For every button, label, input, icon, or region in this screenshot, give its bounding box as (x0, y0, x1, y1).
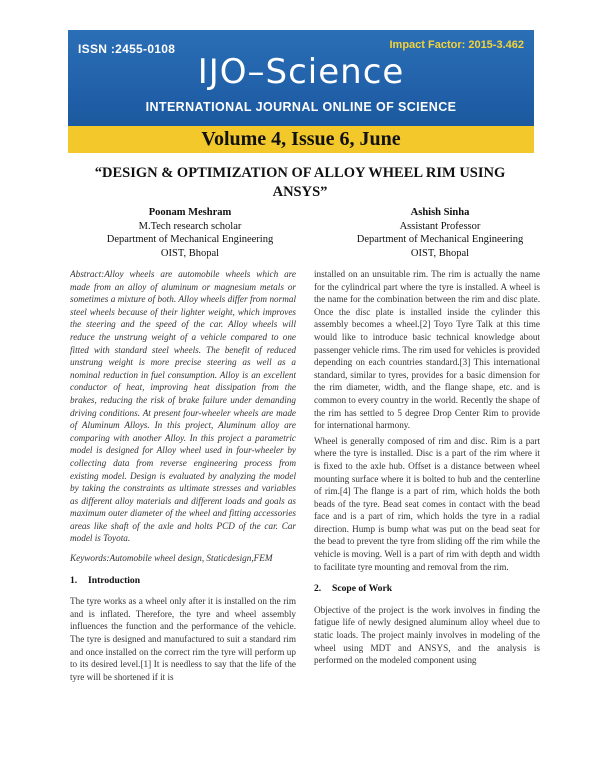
journal-logo-text: IJO–Science (197, 52, 405, 92)
abstract: Abstract:Alloy wheels are automobile wheels which are made from an alloy of aluminum or magnesium metals or sometimes a mixture of both. Alloy wheels differ from normal steel wheels because of their lighter weight, which improves the steering and the speed of the car. Alloy wheels will reduce the unstrung weight of a vehicle compared to one fitted with standard steel wheels. The benefit of reduced unstrung weight is more precise steering as well as a nominal reduction in fuel consumption. Alloy is an excellent conductor of heat, improving heat dissipation from the brakes, reducing the risk of brake failure under demanding driving conditions. At present four-wheeler wheels are made of Aluminum Alloys. In this project, Aluminum alloy are comparing with another Alloy. In this project a parametric model is designed for Alloy wheel used in four-wheeler by collecting data from reverse engineering process from existing model. Design is evaluated by analyzing the model by taking the constraints as ultimate stresses and variables as different alloy materials and different loads and goals as maximum outer diameter of the wheel and fitting accessories areas like shaft of the axle and holts PCD of the car. Car model is Toyota. (70, 269, 296, 544)
author-role: Assistant Professor (399, 220, 481, 232)
keywords: Keywords:Automobile wheel design, Staticdesign,FEM (70, 553, 273, 564)
section-heading-introduction (70, 575, 296, 588)
author-block-2 (330, 206, 550, 260)
section-number: 1. (70, 574, 78, 586)
author-department: Department of Mechanical Engineering (356, 234, 524, 245)
author-name: Ashish Sinha (410, 207, 470, 218)
scope-paragraph: Objective of the project is the work involves in finding the fatigue life of newly designed aluminum alloy wheel due to static loads. The project mainly involves in modeling of the wheel using MDT and ANSYS, and the analysis is performed on the modeled component using (314, 604, 540, 666)
author-department: Department of Mechanical Engineering (106, 234, 274, 245)
section-heading-scope (314, 583, 540, 596)
section-number: 2. (314, 583, 322, 595)
author-institution: OIST, Bhopal (160, 247, 220, 259)
right-column (314, 268, 540, 773)
author-name: Poonam Meshram (148, 207, 232, 218)
author-block-1 (80, 206, 300, 260)
body-paragraph: Wheel is generally composed of rim and disc. Rim is a part where the tyre is installed. Disc is a part of the rim where it is fixed to the axle hub. Offset is a distance between wheel mounting surface where it is bolted to hub and the centerline of rim.[4] The flange is a part of rim, which holds the both beads of the tyre. Bead seat comes in contact with the bead face and is a part of rim, which holds the tyre in a radial direction. Hump is bump what was put on the bead seat for the bead to prevent the tyre from sliding off the rim while the vehicle is moving. Well is a part of rim with depth and width to facilitate tyre mounting and removal from the rim. (314, 435, 540, 572)
introduction-paragraph: The tyre works as a wheel only after it is installed on the rim and is inflated. Therefore, the tyre and wheel assembly influences the function and the performance of the vehicle. The tyre is designed and manufactured to suit a standard rim and once installed on the correct rim the tyre will perform up to its desired level.[1] It is needless to say that the life of the tyre will be shortened if it is (70, 596, 296, 682)
section-title: Introduction (88, 574, 141, 586)
left-column (70, 268, 296, 773)
volume-issue-strip: Volume 4, Issue 6, June (68, 126, 534, 152)
journal-banner (68, 30, 534, 153)
journal-full-name: INTERNATIONAL JOURNAL ONLINE OF SCIENCE (145, 100, 457, 114)
paper-title: “DESIGN & OPTIMIZATION OF ALLOY WHEEL RIM USING ANSYS” (94, 165, 506, 200)
section-title: Scope of Work (332, 583, 393, 595)
author-institution: OIST, Bhopal (410, 247, 470, 259)
body-paragraph: installed on an unsuitable rim. The rim is actually the name for the cylindrical part where the tyre is installed. A wheel is the name for the combination between the rim and disc plate. Once the disc plate is installed inside the cylinder this assembly becomes a wheel.[2] Toyo Tyre Talk at this time would like to introduce basic technical knowledge about passenger vehicle rims. The rim used for vehicles is provided depending on each countries standard.[3] This international standard, similar to tyres, provides for a basic dimension for the rim diameter, width, and the flange shape, etc. and is common to every country in the world. Recently the shape of the rim has settled to 5 degree Drop Center Rim to provide for international harmony. (314, 269, 540, 431)
issn-label: ISSN :2455-0108 (78, 42, 176, 56)
author-role: M.Tech research scholar (138, 220, 242, 232)
impact-factor-label: Impact Factor: 2015-3.462 (389, 39, 524, 51)
